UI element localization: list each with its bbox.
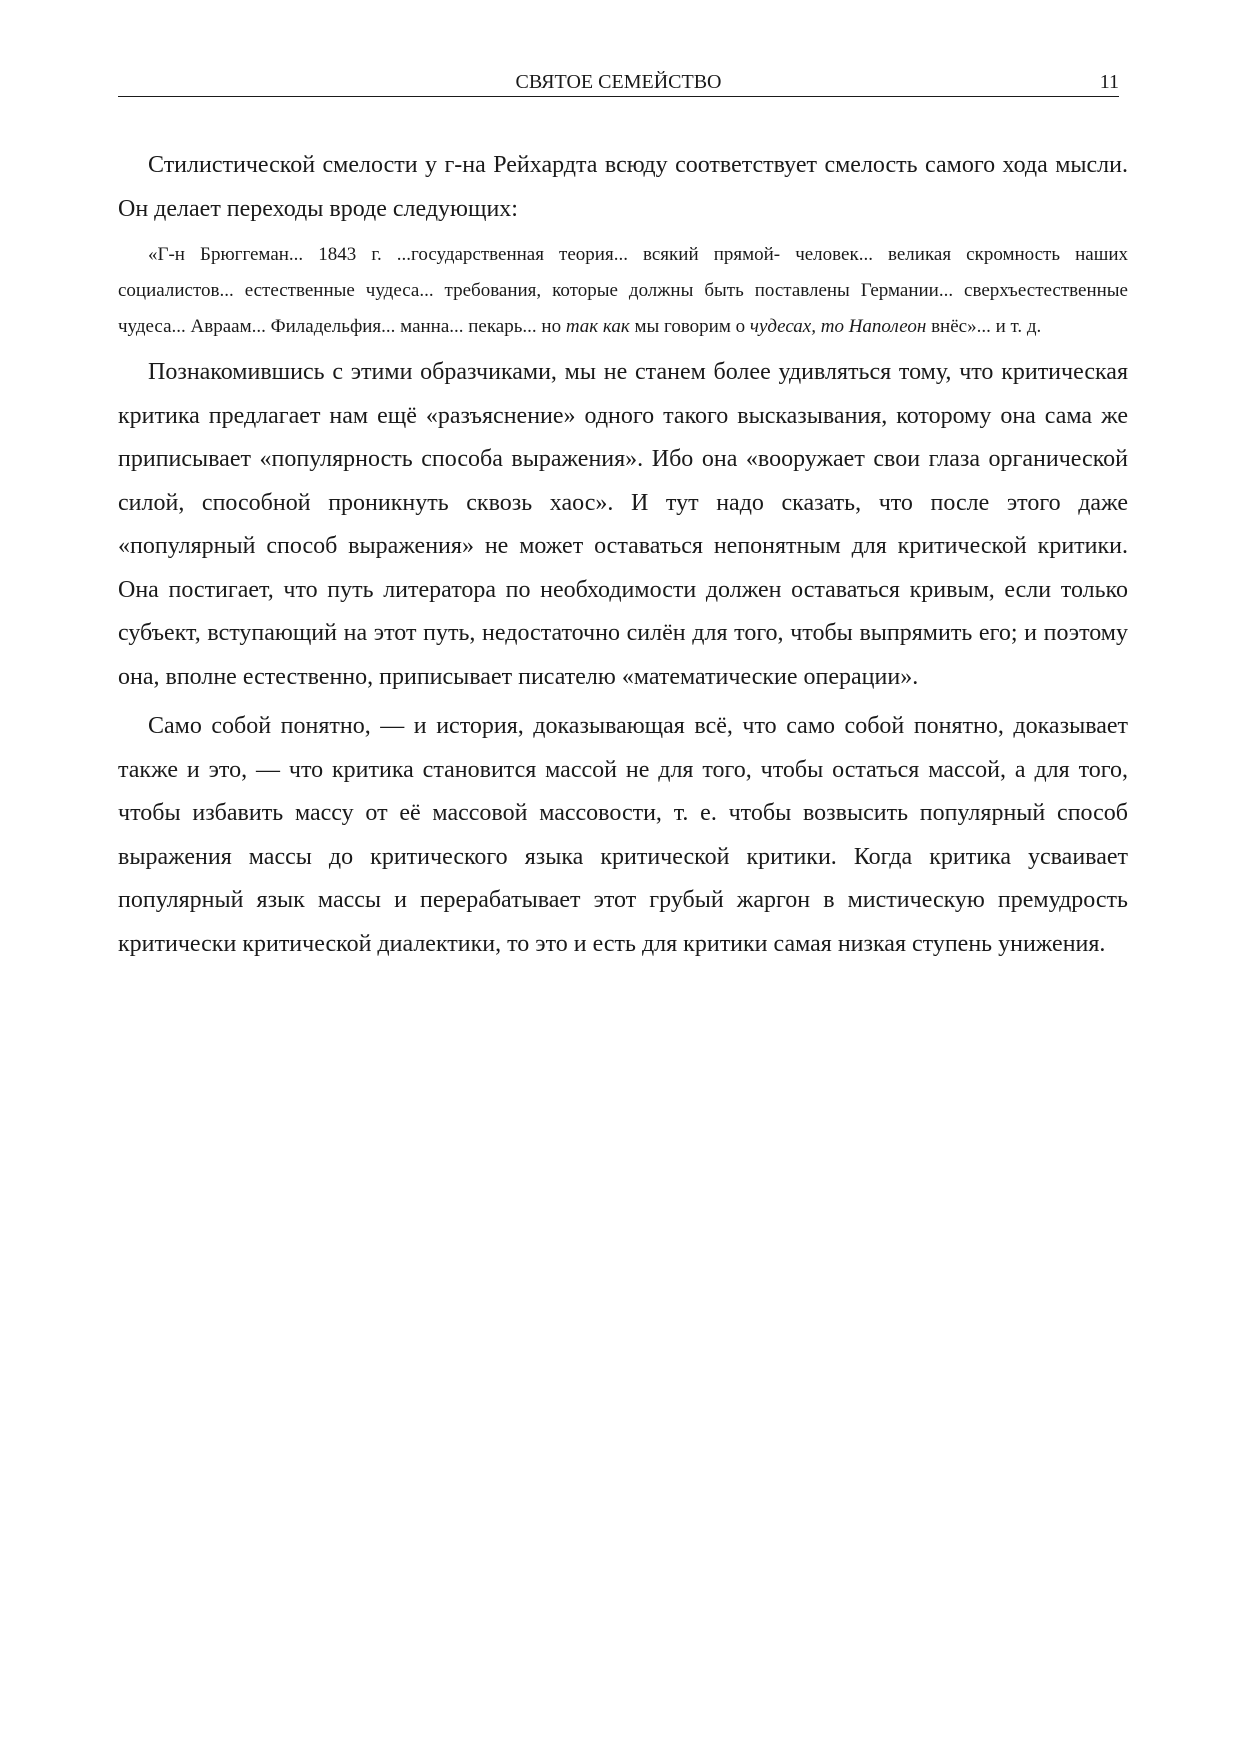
- quote-text-2: мы говорим о: [629, 316, 750, 337]
- running-header: [118, 70, 1119, 97]
- paragraph-2: Познакомившись с этими образчиками, мы не станем более удивляться тому, что критическая критика предлагает нам ещё «разъяснение» одного такого высказывания, которому она сама же приписывает «популярность способа выражения». Ибо она «вооружает свои глаза органической силой, способной проникнуть сквозь хаос». И тут надо сказать, что после этого даже «популярный способ выражения» не может оставаться непонятным для критической критики. Она постигает, что путь литератора по необходимости должен оставаться кривым, если только субъект, вступающий на этот путь, недостаточно силён для того, чтобы выпрямить его; и поэтому она, вполне естественно, приписывает писателю «математические операции».: [118, 359, 1128, 690]
- quotation: [118, 237, 1128, 345]
- paragraph-1: Стилистической смелости у г-на Рейхардта всюду соответствует смелость самого хода мысли. Он делает переходы вроде следующих:: [118, 152, 1128, 222]
- page-number: 11: [1099, 71, 1119, 93]
- running-title: СВЯТОЕ СЕМЕЙСТВО: [515, 71, 722, 93]
- quote-text-1: «Г-н Брюггеман... 1843 г. ...государственная теория... всякий прямой- человек... великая скромность наших социалистов... естественные чудеса... требования, которые должны быть поставлены Германии... сверхъестественные чудеса... Авраам... Филадельфия... манна... пекарь... но: [118, 244, 1128, 337]
- paragraph-3: Само собой понятно, — и история, доказывающая всё, что само собой понятно, доказывает также и это, — что критика становится массой не для того, чтобы остаться массой, а для того, чтобы избавить массу от её массовой массовости, т. е. чтобы возвысить популярный способ выражения массы до критического языка критической критики. Когда критика усваивает популярный язык массы и перерабатывает этот грубый жаргон в мистическую премудрость критически критической диалектики, то это и есть для критики самая низкая ступень унижения.: [118, 713, 1128, 957]
- body-text: [118, 144, 1128, 966]
- quote-italic-2: чудесах, то Наполеон: [749, 316, 927, 337]
- quote-text-3: внёс»... и т. д.: [926, 316, 1042, 337]
- quote-italic-1: так как: [565, 316, 630, 337]
